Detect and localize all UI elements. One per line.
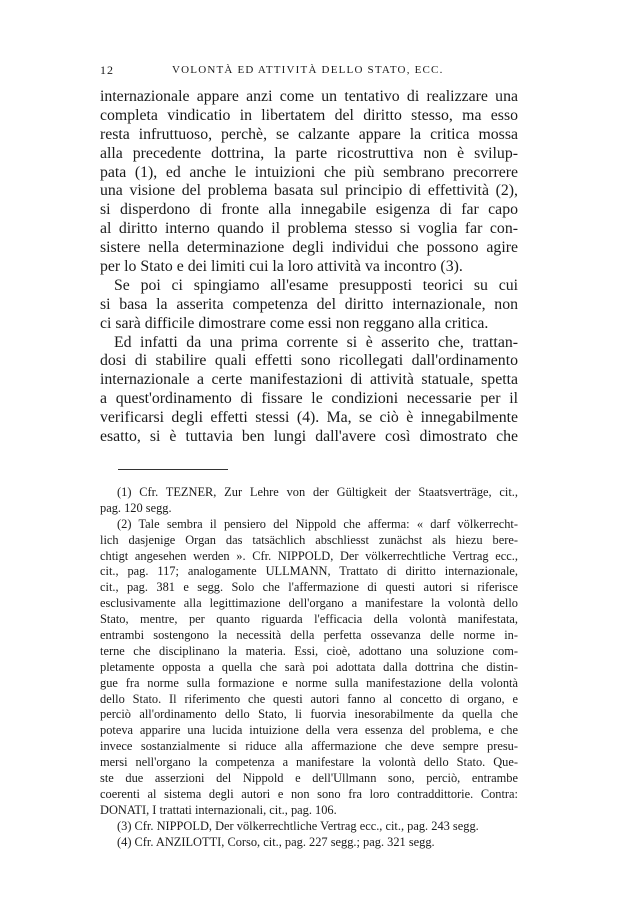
footnote-line: cit., pag. 117; analogamente ULLMANN, Trattato di diritto internazionale, bbox=[100, 564, 518, 579]
body-line: per lo Stato e dei limiti cui la loro attività va incontro (3). bbox=[100, 258, 463, 276]
body-line: una visione del problema basata sul principio di effettività (2), bbox=[100, 182, 518, 200]
body-line: dosi di stabilire quali effetti sono ricollegati dall'ordinamento bbox=[100, 352, 518, 370]
footnote-line: Stato, mentre, per quanto riguarda l'efficacia della volontà manifestata, bbox=[100, 612, 518, 627]
body-text bbox=[100, 88, 518, 447]
footnote-line: poteva apparire una lucida intuizione della vera essenza del problema, e che bbox=[100, 723, 518, 738]
running-header bbox=[100, 63, 518, 81]
footnote-line: perciò all'ordinamento dello Stato, li fuorvia inesorabilmente da quella che bbox=[100, 707, 518, 722]
body-line: pata (1), ed anche le intuizioni che più sembrano precorrere bbox=[100, 163, 518, 181]
footnote-line: entrambi sostengono la necessità della perfetta ossevanza delle norme in- bbox=[100, 628, 518, 643]
body-line: Ed infatti da una prima corrente si è asserito che, trattan- bbox=[114, 333, 518, 351]
footnote-line: gue fra norme sulla formazione e norme sulla manifestazione della volontà bbox=[100, 675, 518, 690]
footnote-line: (2) Tale sembra il pensiero del Nippold che afferma: « darf völkerrecht- bbox=[117, 516, 518, 531]
body-line: resta infruttuoso, perchè, se calzante appare la critica mossa bbox=[100, 125, 518, 143]
footnotes bbox=[100, 485, 518, 850]
footnote-line: pag. 120 segg. bbox=[100, 500, 172, 515]
footnote-line: coerenti al sistema degli autori e non sono fra loro contraddittorie. Contra: bbox=[100, 786, 518, 801]
body-line: a quest'ordinamento di fissare le condizioni necessarie per il bbox=[100, 390, 518, 408]
body-line: completa vindicatio in libertatem del diritto stesso, ma esso bbox=[100, 106, 518, 124]
body-line: verificarsi degli effetti stessi (4). Ma, se ciò è innegabilmente bbox=[100, 409, 518, 427]
body-line: si disperdono di fronte alla innegabile esigenza di far capo bbox=[100, 201, 518, 219]
footnote-line: DONATI, I trattati internazionali, cit., pag. 106. bbox=[100, 802, 337, 817]
footnote-line: pletamente opposta a quella che sarà poi adottata dalla dottrina che distin- bbox=[100, 659, 518, 674]
page-number: 12 bbox=[100, 63, 114, 77]
body-line: alla precedente dottrina, la parte ricostruttiva non è svilup- bbox=[100, 144, 518, 162]
footnote-separator bbox=[118, 469, 228, 470]
body-line: internazionale appare anzi come un tentativo di realizzare una bbox=[100, 88, 518, 105]
footnote-line: esclusivamente alla legittimazione dell'organo a manifestare la volontà dello bbox=[100, 596, 518, 611]
body-line: al diritto interno quando il problema stesso si voglia far con- bbox=[100, 220, 518, 238]
footnote-line: chtigt angesehen werden ». Cfr. NIPPOLD, Der völkerrechtliche Vertrag ecc., bbox=[100, 548, 518, 563]
body-line: internazionale a certe manifestazioni di attività statuale, spetta bbox=[100, 371, 518, 389]
footnote-line: dello Stato. Il riferimento che questi autori fanno al concetto di organo, e bbox=[100, 691, 518, 706]
footnote-line: (1) Cfr. TEZNER, Zur Lehre von der Gültigkeit der Staatsverträge, cit., bbox=[117, 485, 518, 499]
footnote-line: ste due asserzioni del Nippold e dell'Ullmann sono, perciò, entrambe bbox=[100, 771, 518, 786]
body-line: esatto, si è tuttavia ben lungi dall'avere così dimostrato che bbox=[100, 428, 518, 446]
body-line: Se poi ci spingiamo all'esame presupposti teorici su cui bbox=[114, 276, 518, 294]
footnote-line: (3) Cfr. NIPPOLD, Der völkerrechtliche Vertrag ecc., cit., pag. 243 segg. bbox=[117, 818, 479, 833]
footnote-line: terne che disciplinano la materia. Essi, cioè, adottano una soluzione com- bbox=[100, 643, 518, 658]
footnote-line: lich dasjenige Organ das tatsächlich abschliesst zunächst als hiezu bere- bbox=[100, 532, 518, 547]
body-line: ci sarà difficile dimostrare come essi non reggano alla critica. bbox=[100, 314, 489, 332]
footnote-line: (4) Cfr. ANZILOTTI, Corso, cit., pag. 227 segg.; pag. 321 segg. bbox=[117, 834, 435, 849]
footnote-line: mersi nell'organo la competenza a manifestare la volontà dello Stato. Que- bbox=[100, 755, 518, 770]
footnote-line: cit., pag. 381 e segg. Solo che l'affermazione di questi autori si riferisce bbox=[100, 580, 518, 595]
body-line: sistere nella determinazione degli individui che possono agire bbox=[100, 239, 518, 257]
footnote-line: invece sostanzialmente si riduce alla affermazione che deve sempre presu- bbox=[100, 739, 518, 754]
running-title: VOLONTÀ ED ATTIVITÀ DELLO STATO, ECC. bbox=[172, 64, 444, 76]
body-line: si basa la asserita competenza del diritto internazionale, non bbox=[100, 295, 518, 313]
